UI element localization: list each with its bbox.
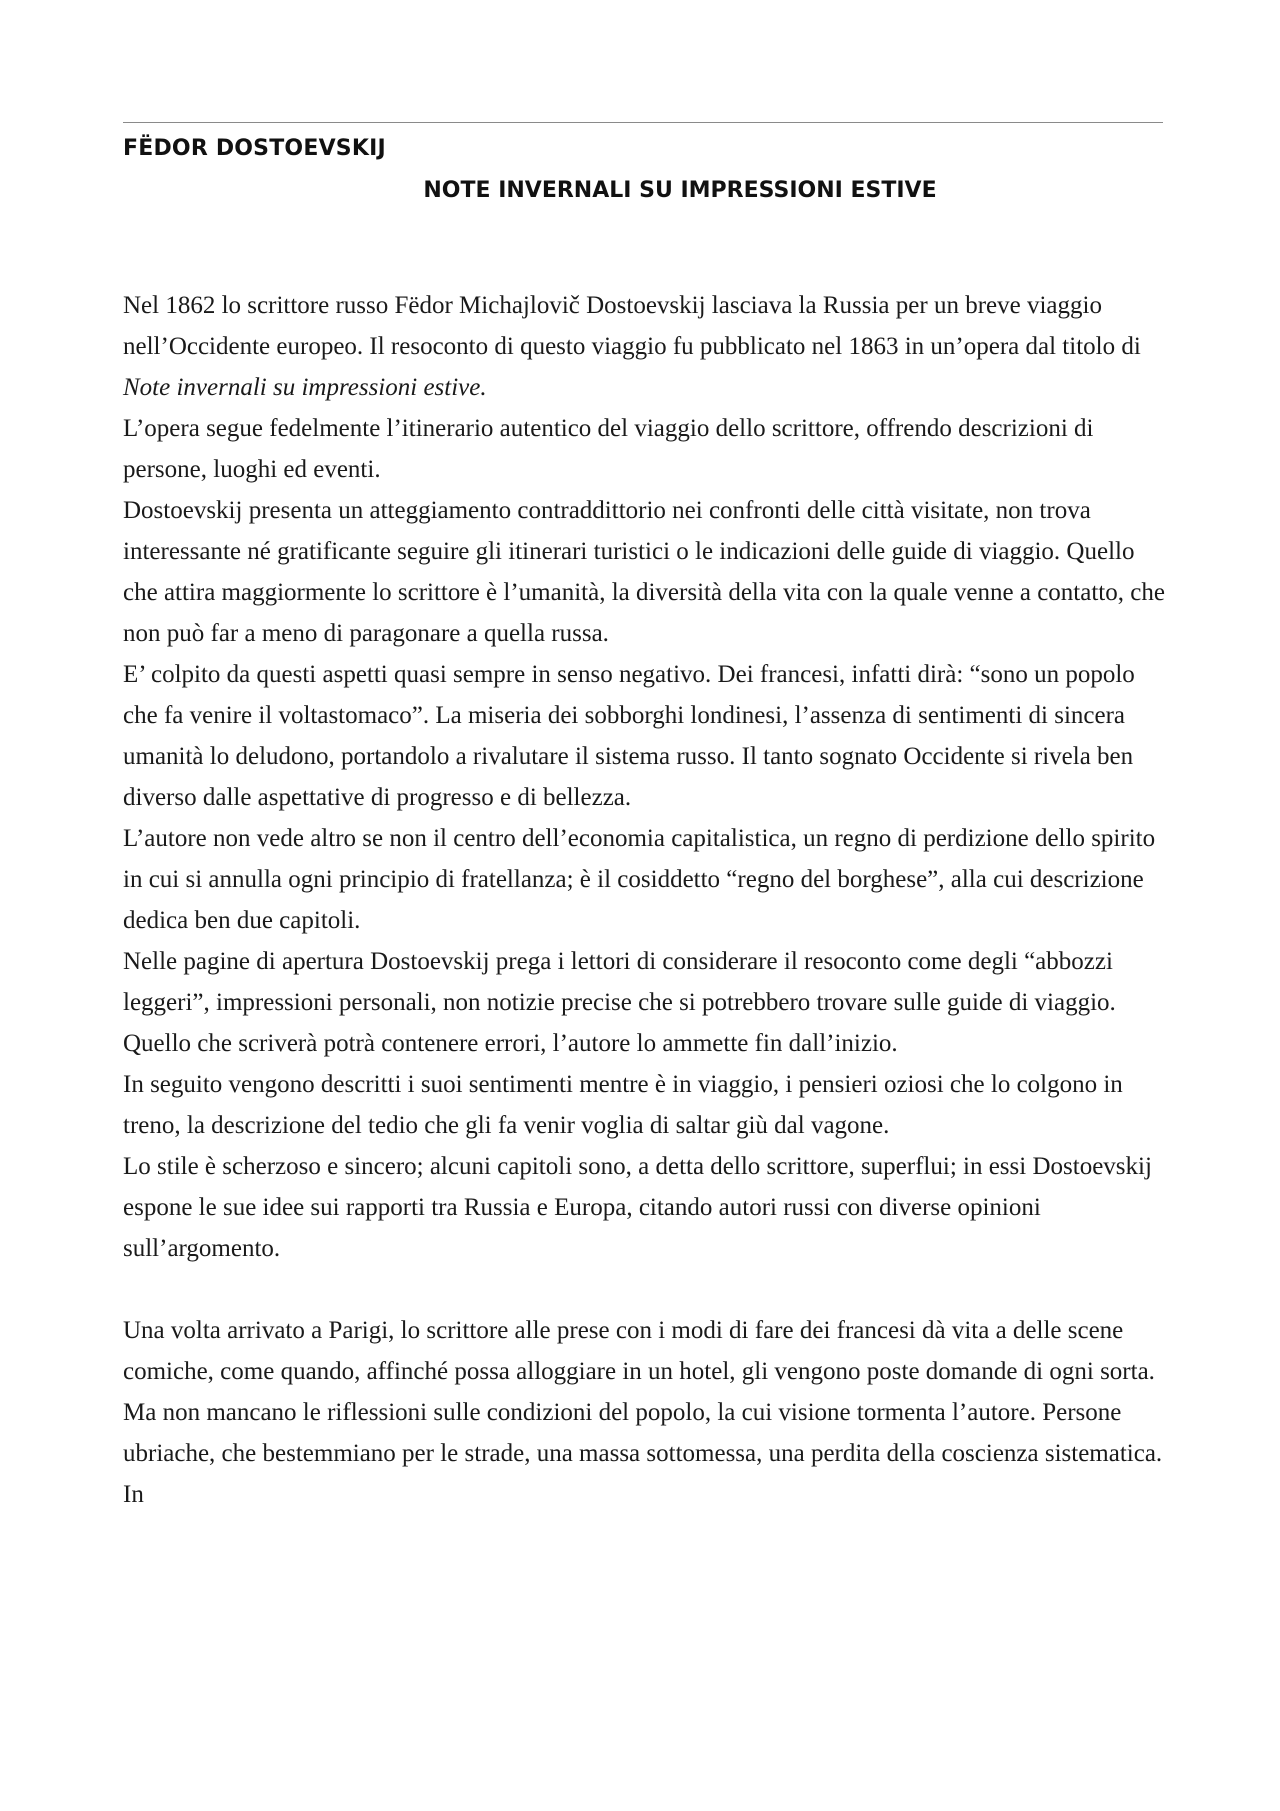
paragraph-itinerary: L’opera segue fedelmente l’itinerario autentico del viaggio dello scrittore, offrendo descrizioni di persone, luoghi ed eventi. (123, 415, 1094, 483)
paragraph-opening-pages: Nelle pagine di apertura Dostoevskij prega i lettori di considerare il resoconto come degli “abbozzi leggeri”, impressioni personali, non notizie precise che si potrebbero trovare sulle guide di viaggio. Quello che scriverà potrà contenere errori, l’autore lo ammette fin dall’inizio. (123, 948, 1116, 1057)
paragraph-capitalism: L’autore non vede altro se non il centro dell’economia capitalistica, un regno di perdizione dello spirito in cui si annulla ogni principio di fratellanza; è il cosiddetto “regno del borghese”, alla cui descrizione dedica ben due capitoli. (123, 825, 1156, 934)
paragraph-intro (123, 285, 1168, 408)
author-heading: FËDOR DOSTOEVSKIJ (123, 136, 386, 161)
document-title: NOTE INVERNALI SU IMPRESSIONI ESTIVE (423, 178, 937, 203)
header-rule (123, 122, 1163, 123)
book-title-italic: Note invernali su impressioni estive. (123, 374, 487, 401)
paragraph-travel-feelings: In seguito vengono descritti i suoi sentimenti mentre è in viaggio, i pensieri oziosi che lo colgono in treno, la descrizione del tedio che gli fa venir voglia di saltar giù dal vagone. (123, 1071, 1123, 1139)
paragraph-paris: Una volta arrivato a Parigi, lo scrittore alle prese con i modi di fare dei francesi dà vita a delle scene comiche, come quando, affinché possa alloggiare in un hotel, gli vengono poste domande di ogni sorta. Ma non mancano le riflessioni sulle condizioni del popolo, la cui visione tormenta l’autore. Persone ubriache, che bestemmiano per le strade, una massa sottomessa, una perdita della coscienza sistematica. In (123, 1317, 1163, 1508)
paragraph-attitude: Dostoevskij presenta un atteggiamento contraddittorio nei confronti delle città visitate, non trova interessante né gratificante seguire gli itinerari turistici o le indicazioni delle guide di viaggio. Quello che attira maggiormente lo scrittore è l’umanità, la diversità della vita con la quale venne a contatto, che non può far a meno di paragonare a quella russa. (123, 497, 1165, 647)
paragraph-gap (123, 1269, 1168, 1310)
paragraph-intro-text: Nel 1862 lo scrittore russo Fëdor Michajlovič Dostoevskij lasciava la Russia per un breve viaggio nell’Occidente europeo. Il resoconto di questo viaggio fu pubblicato nel 1863 in un’opera dal titolo di (123, 292, 1141, 360)
paragraph-negative-impressions: E’ colpito da questi aspetti quasi sempre in senso negativo. Dei francesi, infatti dirà: “sono un popolo che fa venire il voltastomaco”. La miseria dei sobborghi londinesi, l’assenza di sentimenti di sincera umanità lo deludono, portandolo a rivalutare il sistema russo. Il tanto sognato Occidente si rivela ben diverso dalle aspettative di progresso e di bellezza. (123, 661, 1135, 811)
body-text (123, 285, 1168, 1515)
paragraph-style: Lo stile è scherzoso e sincero; alcuni capitoli sono, a detta dello scrittore, superflui; in essi Dostoevskij espone le sue idee sui rapporti tra Russia e Europa, citando autori russi con diverse opinioni sull’argomento. (123, 1153, 1152, 1262)
